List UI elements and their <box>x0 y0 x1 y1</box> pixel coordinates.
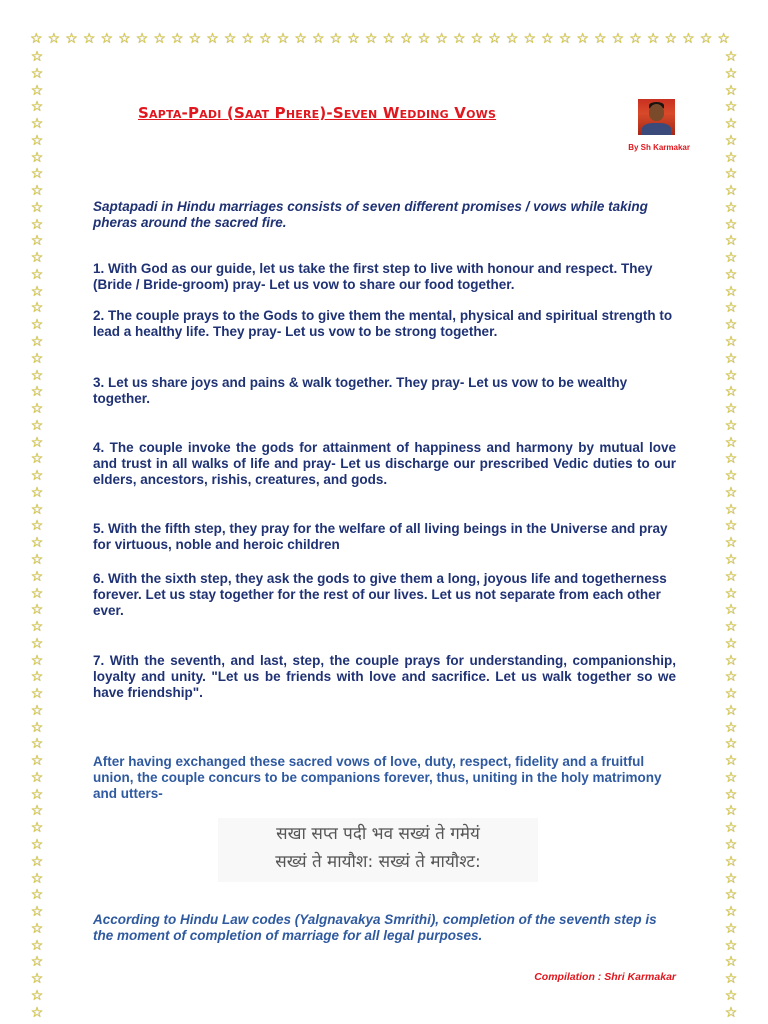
star-icon: ☆ <box>724 736 738 753</box>
star-icon: ☆ <box>30 702 44 719</box>
star-icon: ☆ <box>724 417 738 434</box>
star-icon: ☆ <box>30 518 44 535</box>
star-icon: ☆ <box>724 199 738 216</box>
star-icon: ☆ <box>724 535 738 552</box>
star-icon: ☆ <box>724 300 738 317</box>
star-icon: ☆ <box>30 300 44 317</box>
star-icon: ☆ <box>724 551 738 568</box>
star-icon: ☆ <box>724 283 738 300</box>
star-border-left <box>28 50 46 1020</box>
portrait-face <box>649 104 664 121</box>
star-icon: ☆ <box>470 31 484 47</box>
star-icon: ☆ <box>30 484 44 501</box>
star-icon: ☆ <box>30 99 44 116</box>
star-icon: ☆ <box>724 484 738 501</box>
star-icon: ☆ <box>30 468 44 485</box>
star-icon: ☆ <box>82 31 96 47</box>
star-icon: ☆ <box>30 216 44 233</box>
star-icon: ☆ <box>417 31 431 47</box>
star-icon: ☆ <box>30 149 44 166</box>
star-icon: ☆ <box>724 753 738 770</box>
star-icon: ☆ <box>523 31 537 47</box>
star-icon: ☆ <box>118 31 131 47</box>
star-icon: ☆ <box>30 401 44 418</box>
star-icon: ☆ <box>30 49 44 65</box>
star-icon: ☆ <box>30 635 44 652</box>
vow-2: 2. The couple prays to the Gods to give them the mental, physical and spiritual strength to lead a healthy life. They pray- Let us vow to be strong together. <box>93 308 673 339</box>
star-icon: ☆ <box>724 82 738 99</box>
star-icon: ☆ <box>724 1004 738 1021</box>
star-icon: ☆ <box>30 233 44 250</box>
star-icon: ☆ <box>30 652 44 669</box>
star-icon: ☆ <box>30 585 44 602</box>
star-icon: ☆ <box>724 887 738 904</box>
star-icon: ☆ <box>30 350 44 367</box>
star-icon: ☆ <box>724 216 738 233</box>
star-icon: ☆ <box>724 702 738 719</box>
star-icon: ☆ <box>717 31 730 47</box>
star-icon: ☆ <box>30 820 44 837</box>
portrait-shirt <box>642 123 671 135</box>
star-icon: ☆ <box>30 904 44 921</box>
star-icon: ☆ <box>100 31 114 47</box>
star-icon: ☆ <box>30 250 44 267</box>
star-icon: ☆ <box>294 31 307 47</box>
star-icon: ☆ <box>30 753 44 770</box>
page-title: Sapta-Padi (Saat Phere)-Seven Wedding Vows <box>138 104 497 122</box>
star-icon: ☆ <box>30 686 44 703</box>
star-icon: ☆ <box>724 350 738 367</box>
star-icon: ☆ <box>30 887 44 904</box>
star-icon: ☆ <box>724 719 738 736</box>
vow-4: 4. The couple invoke the gods for attainment of happiness and harmony by mutual love and trust in all walks of life and pray- Let us discharge our prescribed Vedic duties to our elders, ancestors, rishis, creatures, and gods. <box>93 440 676 487</box>
star-icon: ☆ <box>724 367 738 384</box>
compilation-credit: Compilation : Shri Karmakar <box>534 971 676 983</box>
star-icon: ☆ <box>30 535 44 552</box>
star-icon: ☆ <box>664 31 678 47</box>
star-icon: ☆ <box>30 434 44 451</box>
star-icon: ☆ <box>347 31 360 47</box>
star-icon: ☆ <box>724 937 738 954</box>
star-icon: ☆ <box>30 870 44 887</box>
star-icon: ☆ <box>30 266 44 283</box>
star-icon: ☆ <box>724 65 738 82</box>
star-icon: ☆ <box>724 786 738 803</box>
star-icon: ☆ <box>382 31 396 47</box>
star-icon: ☆ <box>30 1004 44 1021</box>
star-icon: ☆ <box>30 719 44 736</box>
star-icon: ☆ <box>505 31 519 47</box>
star-icon: ☆ <box>724 987 738 1004</box>
star-icon: ☆ <box>30 367 44 384</box>
star-icon: ☆ <box>724 317 738 334</box>
star-icon: ☆ <box>30 417 44 434</box>
star-icon: ☆ <box>699 31 713 47</box>
star-icon: ☆ <box>30 602 44 619</box>
star-icon: ☆ <box>724 132 738 149</box>
vow-6: 6. With the sixth step, they ask the gods to give them a long, joyous life and togetherness forever. Let us stay together for the rest of our lives. Let us not separate from each other ever. <box>93 571 667 618</box>
star-icon: ☆ <box>153 31 166 47</box>
star-icon: ☆ <box>724 836 738 853</box>
star-icon: ☆ <box>30 619 44 636</box>
star-icon: ☆ <box>30 65 44 82</box>
star-icon: ☆ <box>724 920 738 937</box>
sanskrit-verse <box>218 818 538 882</box>
star-icon: ☆ <box>30 736 44 753</box>
star-icon: ☆ <box>724 803 738 820</box>
star-icon: ☆ <box>30 166 44 183</box>
star-icon: ☆ <box>30 501 44 518</box>
star-icon: ☆ <box>30 317 44 334</box>
star-icon: ☆ <box>400 31 413 47</box>
star-icon: ☆ <box>30 971 44 988</box>
star-icon: ☆ <box>724 619 738 636</box>
star-icon: ☆ <box>488 31 501 47</box>
star-icon: ☆ <box>724 401 738 418</box>
star-icon: ☆ <box>30 384 44 401</box>
star-icon: ☆ <box>329 31 343 47</box>
star-icon: ☆ <box>629 31 642 47</box>
star-icon: ☆ <box>724 99 738 116</box>
author-photo <box>638 99 675 135</box>
star-icon: ☆ <box>30 803 44 820</box>
law-note: According to Hindu Law codes (Yalgnavakya Smrithi), completion of the seventh step is the moment of completion of marriage for all legal purposes. <box>93 912 657 943</box>
star-icon: ☆ <box>30 199 44 216</box>
star-icon: ☆ <box>594 31 607 47</box>
star-icon: ☆ <box>724 266 738 283</box>
star-icon: ☆ <box>30 82 44 99</box>
star-icon: ☆ <box>30 31 43 47</box>
star-icon: ☆ <box>724 451 738 468</box>
vow-1: 1. With God as our guide, let us take the first step to live with honour and respect. They (Bride / Bride-groom) pray- Let us vow to share our food together. <box>93 261 653 292</box>
vow-5: 5. With the fifth step, they pray for the welfare of all living beings in the Universe and pray for virtuous, noble and heroic children <box>93 521 668 552</box>
star-icon: ☆ <box>724 468 738 485</box>
star-border-top <box>30 30 730 48</box>
star-icon: ☆ <box>30 987 44 1004</box>
star-icon: ☆ <box>30 786 44 803</box>
star-icon: ☆ <box>724 434 738 451</box>
star-icon: ☆ <box>576 31 589 47</box>
star-icon: ☆ <box>188 31 202 47</box>
star-icon: ☆ <box>724 166 738 183</box>
sanskrit-line-1: सखा सप्त पदी भव सख्यं ते गमेयं <box>276 824 480 844</box>
star-icon: ☆ <box>259 31 272 47</box>
star-icon: ☆ <box>30 551 44 568</box>
star-icon: ☆ <box>206 31 219 47</box>
star-icon: ☆ <box>724 250 738 267</box>
star-icon: ☆ <box>30 568 44 585</box>
star-icon: ☆ <box>558 31 572 47</box>
star-icon: ☆ <box>724 585 738 602</box>
star-icon: ☆ <box>171 31 184 47</box>
vow-3: 3. Let us share joys and pains & walk together. They pray- Let us vow to be wealthy together. <box>93 375 628 406</box>
star-icon: ☆ <box>435 31 448 47</box>
star-icon: ☆ <box>724 870 738 887</box>
star-icon: ☆ <box>30 116 44 133</box>
star-icon: ☆ <box>312 31 325 47</box>
star-icon: ☆ <box>682 31 695 47</box>
star-icon: ☆ <box>241 31 255 47</box>
star-icon: ☆ <box>724 183 738 200</box>
star-icon: ☆ <box>30 183 44 200</box>
star-icon: ☆ <box>30 132 44 149</box>
star-icon: ☆ <box>724 853 738 870</box>
star-icon: ☆ <box>724 518 738 535</box>
star-icon: ☆ <box>724 384 738 401</box>
star-icon: ☆ <box>724 971 738 988</box>
star-icon: ☆ <box>30 769 44 786</box>
star-icon: ☆ <box>724 652 738 669</box>
star-icon: ☆ <box>724 669 738 686</box>
star-icon: ☆ <box>364 31 378 47</box>
closing-text: After having exchanged these sacred vows of love, duty, respect, fidelity and a fruitful union, the couple concurs to be companions forever, thus, uniting in the holy matrimony and utters- <box>93 754 662 801</box>
star-icon: ☆ <box>223 31 237 47</box>
star-icon: ☆ <box>47 31 61 47</box>
star-icon: ☆ <box>724 116 738 133</box>
star-icon: ☆ <box>30 283 44 300</box>
star-icon: ☆ <box>541 31 554 47</box>
star-icon: ☆ <box>30 853 44 870</box>
vow-7: 7. With the seventh, and last, step, the couple prays for understanding, companionship, loyalty and unity. "Let us be friends with love and sacrifice. Let us walk together so we have friendship". <box>93 653 676 700</box>
star-icon: ☆ <box>65 31 78 47</box>
star-icon: ☆ <box>724 635 738 652</box>
star-icon: ☆ <box>724 149 738 166</box>
star-icon: ☆ <box>646 31 660 47</box>
star-icon: ☆ <box>611 31 625 47</box>
star-icon: ☆ <box>30 669 44 686</box>
star-icon: ☆ <box>724 686 738 703</box>
star-icon: ☆ <box>135 31 149 47</box>
star-icon: ☆ <box>724 820 738 837</box>
intro-text: Saptapadi in Hindu marriages consists of seven different promises / vows while taking pheras around the sacred fire. <box>93 199 648 230</box>
star-icon: ☆ <box>724 568 738 585</box>
star-icon: ☆ <box>276 31 290 47</box>
star-icon: ☆ <box>724 334 738 351</box>
star-icon: ☆ <box>30 937 44 954</box>
star-icon: ☆ <box>724 501 738 518</box>
star-icon: ☆ <box>724 602 738 619</box>
sanskrit-line-2: सख्यं ते मायौश: सख्यं ते मायौश्ट: <box>275 852 481 872</box>
star-icon: ☆ <box>724 49 738 65</box>
star-icon: ☆ <box>30 836 44 853</box>
star-icon: ☆ <box>724 954 738 971</box>
star-icon: ☆ <box>30 334 44 351</box>
star-icon: ☆ <box>724 904 738 921</box>
star-border-right <box>722 50 740 1020</box>
star-icon: ☆ <box>724 769 738 786</box>
byline: By Sh Karmakar <box>628 143 690 152</box>
star-icon: ☆ <box>724 233 738 250</box>
star-icon: ☆ <box>30 451 44 468</box>
star-icon: ☆ <box>30 920 44 937</box>
star-icon: ☆ <box>453 31 466 47</box>
star-icon: ☆ <box>30 954 44 971</box>
